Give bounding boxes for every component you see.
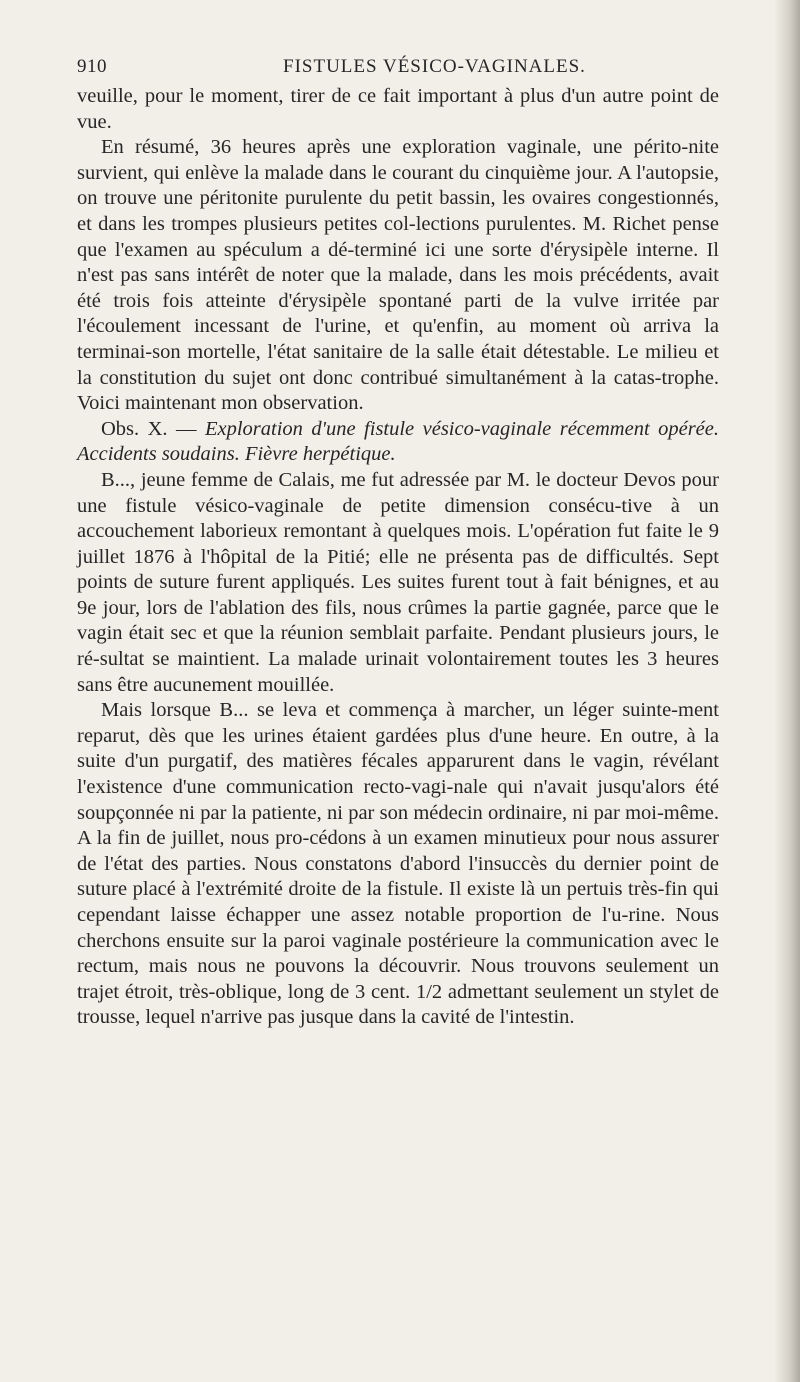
page-number: 910 [77,56,107,77]
paragraph-exam: Mais lorsque B... se leva et commença à marcher, un léger suinte-ment reparut, dès que les urines étaient gardées plus d'une heure. En outre, à la suite d'un purgatif, des matières fécales apparurent dans le vagin, révélant l'existence d'une communication recto-vagi-nale qui n'avait jusqu'alors été soupçonnée ni par la patiente, ni par son médecin ordinaire, ni par moi-même. A la fin de juillet, nous pro-cédons à un examen minutieux pour nous assurer de l'état des parties. Nous constatons d'abord l'insuccès du dernier point de suture placé à l'extrémité droite de la fistule. Il existe là un pertuis très-fin qui cependant laisse échapper une assez notable proportion de l'u-rine. Nous cherchons ensuite sur la paroi vaginale postérieure la communication avec le rectum, mais nous ne pouvons la découvrir. Nous trouvons seulement un trajet étroit, très-oblique, long de 3 cent. 1/2 admettant seulement un stylet de trousse, lequel n'arrive pas jusque dans la cavité de l'intestin. [77,699,719,1029]
observation-label: Obs. X. — [101,417,205,440]
page-edge-shadow [774,0,800,1382]
running-title: FISTULES VÉSICO-VAGINALES. [283,56,586,77]
paragraph-continuation: veuille, pour le moment, tirer de ce fait important à plus d'un autre point de vue. [77,85,719,133]
page-header [77,56,719,82]
paragraph-summary: En résumé, 36 heures après une exploration vaginale, une périto-nite survient, qui enlève la malade dans le courant du cinquième jour. A l'autopsie, on trouve une péritonite purulente du petit bassin, les ovaires congestionnés, et dans les trompes plusieurs petites col-lections purulentes. M. Richet pense que l'examen au spéculum a dé-terminé ici une sorte d'érysipèle interne. Il n'est pas sans intérêt de noter que la malade, dans les mois précédents, avait été trois fois atteinte d'érysipèle spontané parti de la vulve irritée par l'écoulement incessant de l'urine, et qu'enfin, au moment où arriva la terminai-son mortelle, l'état sanitaire de la salle était détestable. Le milieu et la constitution du sujet ont donc contribué simultanément à la catas-trophe. Voici maintenant mon observation. [77,136,719,415]
observation-title: Exploration d'une fistule vésico-vaginale récemment opérée. Accidents soudains. Fièvre herpétique. [77,417,719,466]
body-text [77,84,719,1031]
paragraph-case: B..., jeune femme de Calais, me fut adressée par M. le docteur Devos pour une fistule vésico-vaginale de petite dimension consécu-tive à un accouchement laborieux remontant à quelques mois. L'opération fut faite le 9 juillet 1876 à l'hôpital de la Pitié; elle ne présenta pas de difficultés. Sept points de suture furent appliqués. Les suites furent tout à fait bénignes, et au 9e jour, lors de l'ablation des fils, nous crûmes la partie gagnée, parce que le vagin était sec et que la réunion semblait parfaite. Pendant plusieurs jours, le ré-sultat se maintient. La malade urinait volontairement toutes les 3 heures sans être aucunement mouillée. [77,468,719,696]
observation-heading [77,417,719,468]
